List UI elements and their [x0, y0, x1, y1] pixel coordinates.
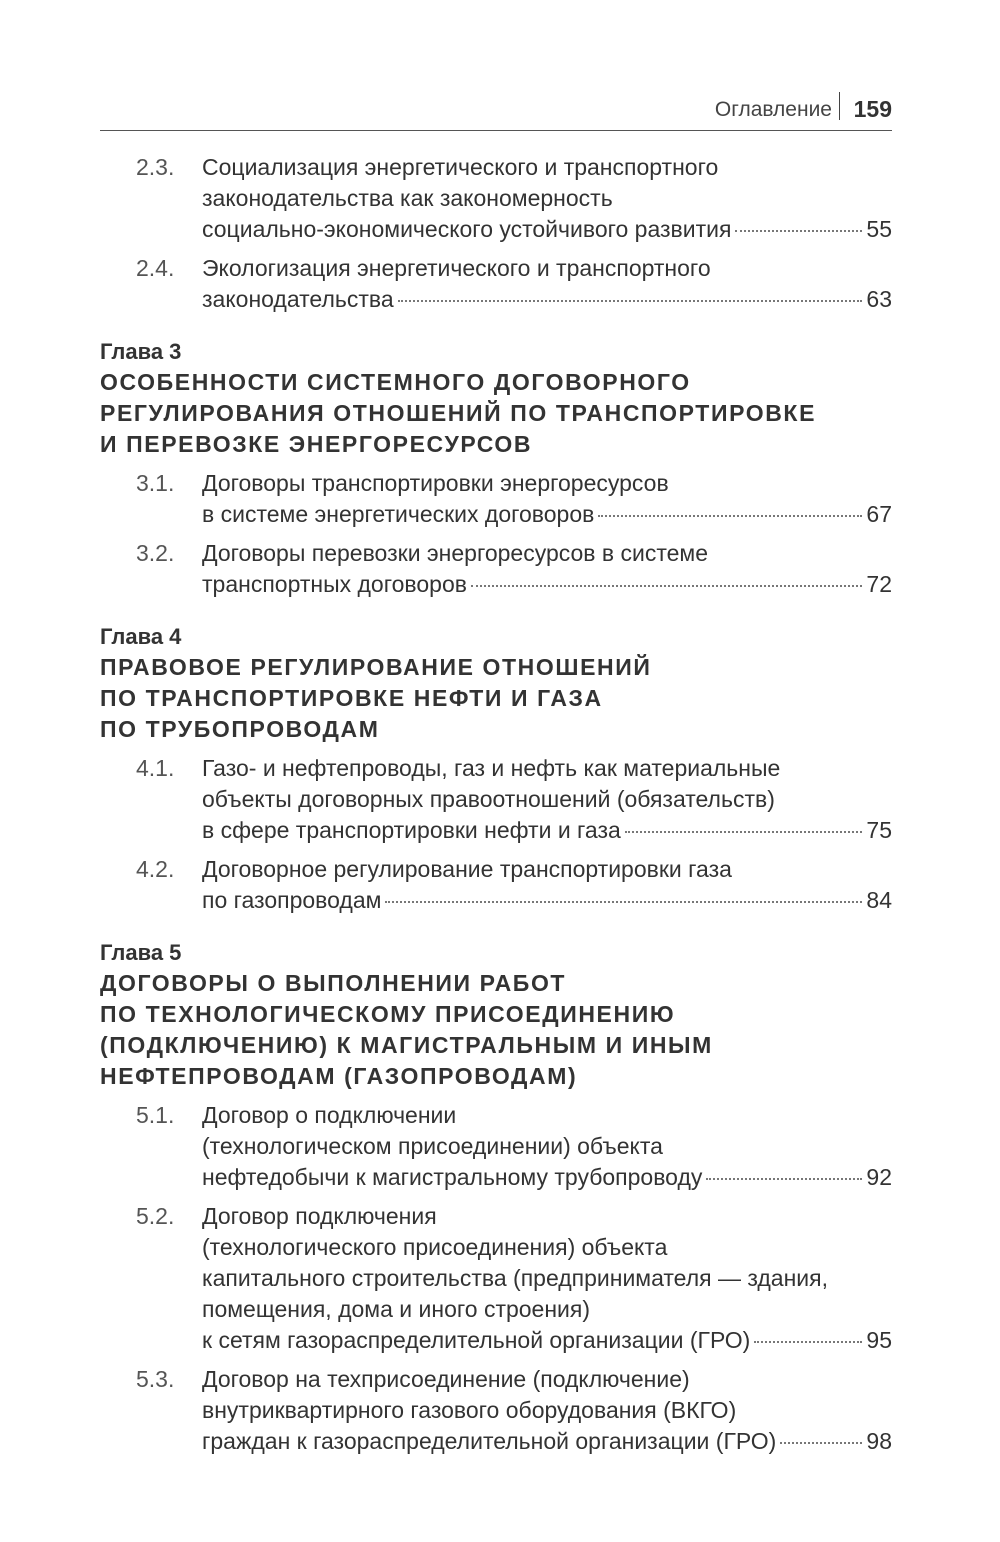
toc-entry [100, 152, 892, 245]
toc-entry-line: граждан к газораспределительной организации (ГРО) [202, 1428, 777, 1454]
chapter-label: Глава 4 [100, 624, 182, 649]
toc-entry-number: 2.4. [136, 255, 175, 281]
toc-entry-page: 98 [866, 1428, 892, 1454]
toc-entry-page: 55 [866, 216, 892, 242]
toc-entry-last-line [202, 1325, 892, 1356]
toc-entry-text [202, 468, 892, 530]
chapter-block [100, 337, 892, 460]
toc-entry-number: 5.3. [136, 1366, 175, 1392]
toc-entry-text [202, 253, 892, 315]
toc-entry [100, 538, 892, 600]
chapter-heading-line: ОСОБЕННОСТИ СИСТЕМНОГО ДОГОВОРНОГО [100, 369, 691, 395]
toc-entry-last-line [202, 1162, 892, 1193]
chapter-heading [100, 367, 892, 460]
toc-entry [100, 468, 892, 530]
toc-entry-text [202, 538, 892, 600]
toc-entry-line: (технологического присоединения) объекта [202, 1234, 668, 1260]
chapter-label: Глава 5 [100, 940, 182, 965]
toc-entry-line: законодательства [202, 286, 394, 312]
toc-entry-line: (технологическом присоединении) объекта [202, 1133, 663, 1159]
page-number: 159 [853, 96, 892, 122]
toc-entry-number: 3.2. [136, 540, 175, 566]
toc-entry-last-line [202, 885, 892, 916]
toc-entry-line: Договор о подключении [202, 1102, 457, 1128]
toc-entry-line: Договор на техприсоединение (подключение) [202, 1366, 690, 1392]
toc-entry-line: Экологизация энергетического и транспортного [202, 255, 711, 281]
dot-leader [598, 515, 862, 517]
chapter-block [100, 622, 892, 745]
toc-entry-text [202, 753, 892, 846]
toc-entry-text [202, 1364, 892, 1457]
dot-leader [625, 831, 863, 833]
toc-entry-number: 2.3. [136, 154, 175, 180]
toc-entry-line: в сфере транспортировки нефти и газа [202, 817, 621, 843]
toc-entry-number: 3.1. [136, 470, 175, 496]
toc-entry-page: 84 [866, 887, 892, 913]
toc-entry-number: 5.2. [136, 1203, 175, 1229]
toc-entry-line: Договоры перевозки энергоресурсов в системе [202, 540, 709, 566]
toc-entry-last-line [202, 214, 892, 245]
toc-entry-last-line [202, 284, 892, 315]
toc-entry-line: в системе энергетических договоров [202, 501, 595, 527]
table-of-contents [100, 152, 892, 1465]
toc-entry-line: Социализация энергетического и транспортного [202, 154, 719, 180]
toc-entry [100, 253, 892, 315]
chapter-heading [100, 968, 892, 1092]
toc-entry-page: 75 [866, 817, 892, 843]
toc-entry-line: к сетям газораспределительной организации (ГРО) [202, 1327, 751, 1353]
toc-entry-last-line [202, 1426, 892, 1457]
toc-entry-text [202, 1201, 892, 1356]
dot-leader [735, 230, 862, 232]
toc-entry-line: законодательства как закономерность [202, 185, 613, 211]
toc-entry-text [202, 152, 892, 245]
toc-entry-line: объекты договорных правоотношений (обязательств) [202, 786, 775, 812]
toc-entry-number: 4.2. [136, 856, 175, 882]
toc-entry-line: внутриквартирного газового оборудования (ВКГО) [202, 1397, 737, 1423]
dot-leader [754, 1341, 862, 1343]
running-header [100, 88, 892, 131]
toc-entry-page: 95 [866, 1327, 892, 1353]
chapter-heading-line: ПО ТЕХНОЛОГИЧЕСКОМУ ПРИСОЕДИНЕНИЮ [100, 1001, 676, 1027]
toc-entry-number: 5.1. [136, 1102, 175, 1128]
chapter-heading-line: ПРАВОВОЕ РЕГУЛИРОВАНИЕ ОТНОШЕНИЙ [100, 654, 652, 680]
chapter-heading-line: ПО ТРУБОПРОВОДАМ [100, 716, 380, 742]
toc-entry-text [202, 854, 892, 916]
chapter-label: Глава 3 [100, 339, 182, 364]
dot-leader [398, 300, 863, 302]
toc-entry [100, 753, 892, 846]
chapter-heading-line: НЕФТЕПРОВОДАМ (ГАЗОПРОВОДАМ) [100, 1063, 578, 1089]
chapter-heading-line: (ПОДКЛЮЧЕНИЮ) К МАГИСТРАЛЬНЫМ И ИНЫМ [100, 1032, 713, 1058]
toc-entry-text [202, 1100, 892, 1193]
toc-entry-page: 63 [866, 286, 892, 312]
header-divider [839, 92, 841, 120]
toc-entry-line: Договор подключения [202, 1203, 437, 1229]
toc-entry-line: капитального строительства (предпринимателя — здания, [202, 1265, 828, 1291]
toc-entry-line: транспортных договоров [202, 571, 467, 597]
toc-entry-last-line [202, 569, 892, 600]
chapter-heading [100, 652, 892, 745]
dot-leader [385, 901, 862, 903]
running-header-title: Оглавление [714, 98, 832, 121]
dot-leader [706, 1178, 862, 1180]
dot-leader [780, 1442, 862, 1444]
toc-entry-line: Договорное регулирование транспортировки газа [202, 856, 732, 882]
toc-entry-last-line [202, 499, 892, 530]
chapter-heading-line: ДОГОВОРЫ О ВЫПОЛНЕНИИ РАБОТ [100, 970, 567, 996]
toc-entry-line: Договоры транспортировки энергоресурсов [202, 470, 669, 496]
toc-entry [100, 854, 892, 916]
toc-entry-line: Газо- и нефтепроводы, газ и нефть как материальные [202, 755, 781, 781]
toc-entry-last-line [202, 815, 892, 846]
toc-entry-number: 4.1. [136, 755, 175, 781]
toc-entry-line: по газопроводам [202, 887, 382, 913]
toc-entry-line: помещения, дома и иного строения) [202, 1296, 591, 1322]
chapter-heading-line: ПО ТРАНСПОРТИРОВКЕ НЕФТИ И ГАЗА [100, 685, 603, 711]
toc-entry [100, 1364, 892, 1457]
toc-entry-page: 92 [866, 1164, 892, 1190]
chapter-block [100, 938, 892, 1092]
toc-entry [100, 1100, 892, 1193]
toc-entry-page: 67 [866, 501, 892, 527]
chapter-heading-line: И ПЕРЕВОЗКЕ ЭНЕРГОРЕСУРСОВ [100, 431, 533, 457]
chapter-heading-line: РЕГУЛИРОВАНИЯ ОТНОШЕНИЙ ПО ТРАНСПОРТИРОВКЕ [100, 400, 817, 426]
dot-leader [471, 585, 862, 587]
toc-entry-page: 72 [866, 571, 892, 597]
toc-entry-line: нефтедобычи к магистральному трубопроводу [202, 1164, 703, 1190]
toc-entry [100, 1201, 892, 1356]
toc-entry-line: социально-экономического устойчивого развития [202, 216, 732, 242]
